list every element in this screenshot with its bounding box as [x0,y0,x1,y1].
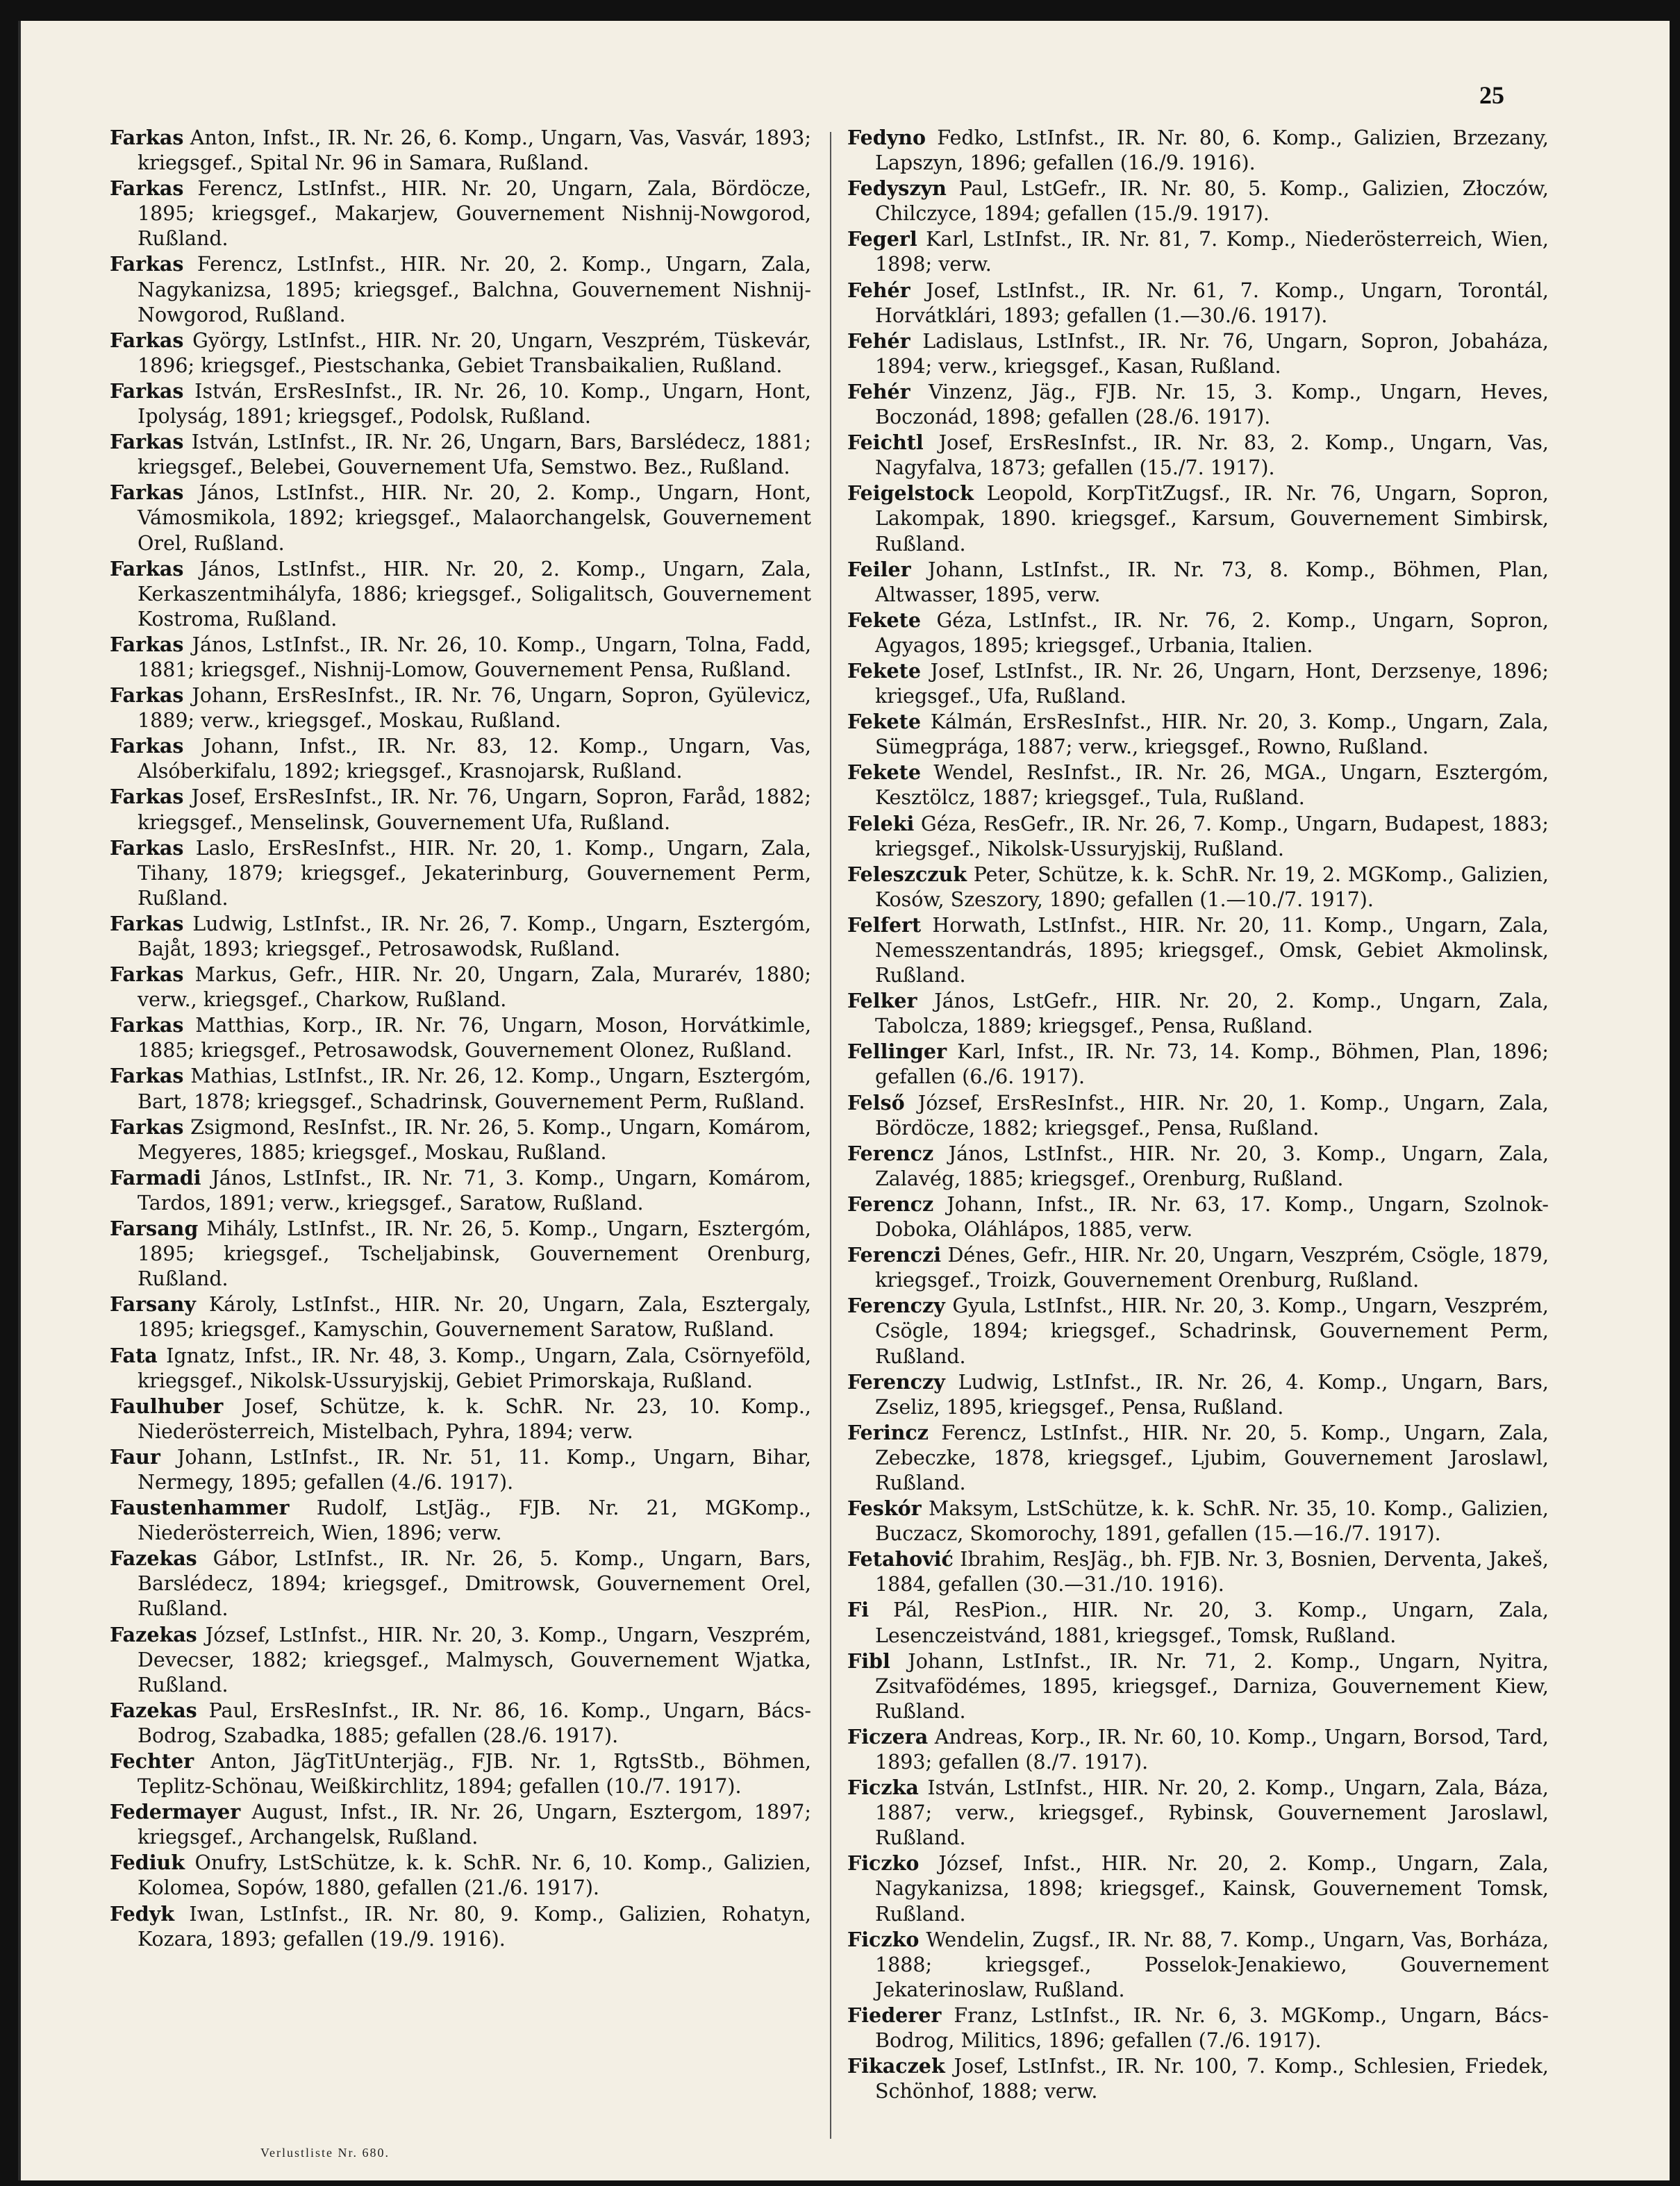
entry-surname: Fazekas [110,1622,197,1646]
entry-surname: Feiler [847,557,911,581]
list-entry [110,733,811,784]
entry-surname: Feichtl [847,431,924,455]
entry-details: Markus, Gefr., HIR. Nr. 20, Ungarn, Zala, Murarév, 1880; verw., kriegsgef., Charkow, Rußland. [138,963,811,1012]
entry-surname: Farkas [110,1064,184,1088]
entry-details: Iwan, LstInfst., IR. Nr. 80, 9. Komp., Galizien, Rohatyn, Kozara, 1893; gefallen (19./9. 1916). [138,1902,811,1951]
list-entry [847,1369,1549,1420]
entry-surname: Fazekas [110,1698,197,1722]
entry-surname: Fehér [847,278,910,302]
entry-surname: Ficzko [847,1927,920,1951]
entry-details: Anton, Infst., IR. Nr. 26, 6. Komp., Ungarn, Vas, Vasvár, 1893; kriegsgef., Spital Nr. 96 in Samara, Rußland. [138,126,811,175]
list-entry [110,1698,811,1749]
list-entry [847,1597,1549,1648]
entry-surname: Farkas [110,962,184,987]
entry-surname: Fi [847,1598,870,1622]
list-entry [847,1242,1549,1293]
entry-surname: Ferenczy [847,1294,945,1318]
entry-details: Josef, ErsResInfst., IR. Nr. 83, 2. Komp., Ungarn, Vas, Nagyfalva, 1873; gefallen (15./7. 1917). [875,431,1549,480]
entry-surname: Fellinger [847,1040,947,1064]
list-entry [847,557,1549,608]
entry-surname: Feskór [847,1496,922,1521]
entry-details: Maksym, LstSchütze, k. k. SchR. Nr. 35, 10. Komp., Galizien, Buczacz, Skomorochy, 1891, gefallen (15.—16./7. 1917). [875,1497,1549,1546]
entry-details: Ludwig, LstInfst., IR. Nr. 26, 4. Komp., Ungarn, Bars, Zseliz, 1895, kriegsgef., Pensa, Rußland. [875,1370,1549,1419]
entry-details: Géza, ResGefr., IR. Nr. 26, 7. Komp., Ungarn, Budapest, 1883; kriegsgef., Nikolsk-Ussuryjskij, Rußland. [875,812,1549,860]
list-entry [847,1496,1549,1546]
list-entry [110,1115,811,1165]
entry-surname: Fazekas [110,1546,197,1571]
list-entry [847,481,1549,556]
entry-surname: Faustenhammer [110,1496,290,1520]
entry-surname: Farkas [110,378,184,403]
entry-details: József, Infst., HIR. Nr. 20, 2. Komp., Ungarn, Zala, Nagykanizsa, 1898; kriegsgef., Kainsk, Gouvernement Tomsk, Rußland. [875,1852,1549,1926]
entry-surname: Farkas [110,176,184,201]
entry-surname: Fedyszyn [847,176,947,201]
entry-details: Johann, Infst., IR. Nr. 83, 12. Komp., Ungarn, Vas, Alsóberkifalu, 1892; kriegsgef., Krasnojarsk, Rußland. [138,735,811,783]
entry-details: Gábor, LstInfst., IR. Nr. 26, 5. Komp., Ungarn, Bars, Barslédecz, 1894; kriegsgef., Dmitrowsk, Gouvernement Orel, Rußland. [138,1547,811,1621]
list-entry [847,1293,1549,1369]
entry-details: Josef, LstInfst., IR. Nr. 100, 7. Komp., Schlesien, Friedek, Schönhof, 1888; verw. [875,2055,1549,2103]
entry-surname: Farkas [110,481,184,505]
entry-surname: Fekete [847,658,921,683]
entry-details: Mathias, LstInfst., IR. Nr. 26, 12. Komp., Ungarn, Esztergóm, Bart, 1878; kriegsgef., Schadrinsk, Gouvernement Perm, Rußland. [138,1065,811,1113]
entry-details: Johann, ErsResInfst., IR. Nr. 76, Ungarn, Sopron, Gyülevicz, 1889; verw., kriegsgef., Moskau, Rußland. [138,684,811,733]
list-entry [847,2003,1549,2053]
list-entry [110,1749,811,1799]
entry-details: Wendelin, Zugsf., IR. Nr. 88, 7. Komp., Ungarn, Vas, Borháza, 1888; kriegsgef., Posselok-Jenakiewo, Gouvernement Jekaterinoslaw, Rußland. [875,1928,1549,2001]
entry-details: Franz, LstInfst., IR. Nr. 6, 3. MGKomp., Ungarn, Bács-Bodrog, Militics, 1896; gefallen (7./6. 1917). [875,2003,1549,2053]
entry-details: Peter, Schütze, k. k. SchR. Nr. 19, 2. MGKomp., Galizien, Kosów, Szeszory, 1890; gefallen (1.—10./7. 1917). [875,862,1549,911]
entry-details: Horwath, LstInfst., HIR. Nr. 20, 11. Komp., Ungarn, Zala, Nemesszentandrás, 1895; kriegsgef., Omsk, Gebiet Akmolinsk, Rußland. [875,913,1549,987]
entry-surname: Ficzko [847,1851,920,1876]
list-entry [110,911,811,962]
entry-surname: Farkas [110,683,184,708]
list-entry [110,556,811,632]
list-entry [110,1012,811,1063]
document-page [18,21,1670,2180]
entry-details: János, LstInfst., HIR. Nr. 20, 2. Komp., Ungarn, Zala, Kerkaszentmihályfa, 1886; kriegsgef., Soligalitsch, Gouvernement Kostroma, Rußland. [138,557,811,631]
entry-details: Josef, Schütze, k. k. SchR. Nr. 23, 10. Komp., Niederösterreich, Mistelbach, Pyhra, 1894; verw. [138,1394,811,1443]
entry-details: Johann, LstInfst., IR. Nr. 73, 8. Komp., Böhmen, Plan, Altwasser, 1895, verw. [875,558,1549,606]
entry-details: István, LstInfst., IR. Nr. 26, Ungarn, Bars, Barslédecz, 1881; kriegsgef., Belebei, Gouvernement Ufa, Semstwo. Bez., Rußland. [138,431,811,479]
entry-details: János, LstGefr., HIR. Nr. 20, 2. Komp., Ungarn, Zala, Tabolcza, 1889; kriegsgef., Pensa, Rußland. [875,990,1549,1038]
list-entry [847,1546,1549,1597]
list-entry [110,1292,811,1342]
entry-details: György, LstInfst., HIR. Nr. 20, Ungarn, Veszprém, Tüskevár, 1896; kriegsgef., Piestschanka, Gebiet Transbaikalien, Rußland. [138,328,811,377]
entry-details: Mihály, LstInfst., IR. Nr. 26, 5. Komp., Ungarn, Esztergóm, 1895; kriegsgef., Tscheljabinsk, Gouvernement Orenburg, Rußland. [138,1217,811,1291]
entry-details: Johann, LstInfst., IR. Nr. 51, 11. Komp., Ungarn, Bihar, Nermegy, 1895; gefallen (4./6. 1917). [138,1445,811,1494]
list-entry [110,125,811,176]
list-entry [110,683,811,733]
entry-details: István, LstInfst., HIR. Nr. 20, 2. Komp., Ungarn, Zala, Báza, 1887; verw., kriegsgef., Rybinsk, Gouvernement Jaroslawl, Rußland. [875,1776,1549,1850]
entry-surname: Fikaczek [847,2054,945,2078]
entry-surname: Fekete [847,760,921,785]
entry-details: Josef, LstInfst., IR. Nr. 26, Ungarn, Hont, Derzsenye, 1896; kriegsgef., Ufa, Rußland. [875,659,1549,708]
entry-surname: Farkas [110,734,184,758]
entry-surname: Fetahović [847,1547,954,1571]
entry-surname: Fedyk [110,1901,175,1926]
list-entry [847,1927,1549,2003]
list-entry [847,1141,1549,1192]
entry-surname: Faulhuber [110,1394,224,1418]
entry-details: Laslo, ErsResInfst., HIR. Nr. 20, 1. Komp., Ungarn, Zala, Tihany, 1879; kriegsgef., Jekaterinburg, Gouvernement Perm, Rußland. [138,836,811,910]
entry-surname: Farkas [110,556,184,581]
list-entry [847,862,1549,912]
list-entry [110,1343,811,1394]
entry-details: János, LstInfst., HIR. Nr. 20, 3. Komp., Ungarn, Zala, Zalavég, 1885; kriegsgef., Orenburg, Rußland. [875,1142,1549,1190]
list-entry [847,1039,1549,1090]
entry-details: Matthias, Korp., IR. Nr. 76, Ungarn, Moson, Horvátkimle, 1885; kriegsgef., Petrosawodsk, Gouvernement Olonez, Rußland. [138,1014,811,1062]
list-entry [847,811,1549,862]
list-entry [847,2053,1549,2104]
entry-details: Ignatz, Infst., IR. Nr. 48, 3. Komp., Ungarn, Zala, Csörnyeföld, kriegsgef., Nikolsk-Ussuryjskij, Gebiet Primorskaja, Rußland. [138,1344,811,1392]
list-entry [847,608,1549,658]
right-column [847,125,1549,2104]
list-entry [110,1394,811,1444]
list-entry [110,632,811,683]
entry-details: Kálmán, ErsResInfst., HIR. Nr. 20, 3. Komp., Ungarn, Zala, Sümegprága, 1887; verw., kriegsgef., Rowno, Rußland. [875,710,1549,759]
list-entry [110,962,811,1012]
entry-surname: Faur [110,1444,160,1469]
list-entry [110,328,811,378]
list-entry [847,430,1549,481]
list-entry [847,658,1549,709]
entry-details: Josef, ErsResInfst., IR. Nr. 76, Ungarn, Sopron, Faråd, 1882; kriegsgef., Menselinsk, Gouvernement Ufa, Rußland. [138,785,811,834]
list-entry [847,1724,1549,1775]
entry-surname: Ferenczy [847,1369,945,1394]
left-column [110,125,811,1952]
entry-surname: Ferincz [847,1420,929,1444]
page-footer: Verlustliste Nr. 680. [260,2146,390,2160]
entry-details: Paul, ErsResInfst., IR. Nr. 86, 16. Komp., Ungarn, Bács-Bodrog, Szabadka, 1885; gefallen (28./6. 1917). [138,1699,811,1747]
entry-details: József, LstInfst., HIR. Nr. 20, 3. Komp., Ungarn, Veszprém, Devecser, 1882; kriegsgef., Malmysch, Gouvernement Wjatka, Rußland. [138,1623,811,1696]
entry-details: Paul, LstGefr., IR. Nr. 80, 5. Komp., Galizien, Złoczów, Chilczyce, 1894; gefallen (15./9. 1917). [875,177,1549,226]
list-entry [847,709,1549,760]
list-entry [847,328,1549,379]
entry-surname: Fata [110,1343,158,1367]
list-entry [110,1063,811,1114]
entry-details: János, LstInfst., HIR. Nr. 20, 2. Komp., Ungarn, Hont, Vámosmikola, 1892; kriegsgef., Malaorchangelsk, Gouvernement Orel, Rußland. [138,481,811,555]
list-entry [847,1090,1549,1141]
entry-details: Ferencz, LstInfst., HIR. Nr. 20, 2. Komp., Ungarn, Zala, Nagykanizsa, 1895; kriegsgef., Balchna, Gouvernement Nishnij-Nowgorod, Rußland. [138,253,811,326]
entry-surname: Farsany [110,1292,196,1317]
entry-surname: Farkas [110,1013,184,1037]
list-entry [110,480,811,556]
list-entry [110,378,811,429]
entry-details: Wendel, ResInfst., IR. Nr. 26, MGA., Ungarn, Esztergóm, Kesztölcz, 1887; kriegsgef., Tula, Rußland. [875,761,1549,810]
entry-details: Onufry, LstSchütze, k. k. SchR. Nr. 6, 10. Komp., Galizien, Kolomea, Sopów, 1880, gefallen (21./6. 1917). [138,1851,811,1900]
entry-surname: Farkas [110,252,184,276]
list-entry [847,226,1549,277]
list-entry [110,251,811,327]
entry-details: Ferencz, LstInfst., HIR. Nr. 20, 5. Komp., Ungarn, Zala, Zebeczke, 1878, kriegsgef., Ljubim, Gouvernement Jaroslawl, Rußland. [875,1421,1549,1494]
entry-details: Pál, ResPion., HIR. Nr. 20, 3. Komp., Ungarn, Zala, Lesenczeistvánd, 1881, kriegsgef., Tomsk, Rußland. [869,1599,1549,1647]
entry-details: Karl, LstInfst., IR. Nr. 81, 7. Komp., Niederösterreich, Wien, 1898; verw. [875,228,1549,276]
entry-surname: Fechter [110,1749,194,1773]
entry-details: Leopold, KorpTitZugsf., IR. Nr. 76, Ungarn, Sopron, Lakompak, 1890. kriegsgef., Karsum, Gouvernement Simbirsk, Rußland. [875,482,1549,556]
entry-details: János, LstInfst., IR. Nr. 26, 10. Komp., Ungarn, Tolna, Fadd, 1881; kriegsgef., Nishnij-Lomow, Gouvernement Pensa, Rußland. [138,633,811,681]
entry-details: Vinzenz, Jäg., FJB. Nr. 15, 3. Komp., Ungarn, Heves, Boczonád, 1898; gefallen (28./6. 1917). [875,380,1549,429]
entry-details: Karl, Infst., IR. Nr. 73, 14. Komp., Böhmen, Plan, 1896; gefallen (6./6. 1917). [875,1040,1549,1089]
entry-surname: Fiederer [847,2003,942,2027]
entry-surname: Felső [847,1090,905,1115]
entry-details: Johann, LstInfst., IR. Nr. 71, 2. Komp., Ungarn, Nyitra, Zsitvafödémes, 1895, kriegsgef., Darniza, Gouvernement Kiew, Rußland. [875,1649,1549,1723]
entry-surname: Ficzka [847,1776,919,1800]
list-entry [110,1799,811,1850]
entry-surname: Fekete [847,710,921,734]
entry-surname: Farmadi [110,1165,201,1190]
list-entry [110,1165,811,1216]
list-entry [110,429,811,480]
entry-surname: Fedyno [847,126,926,149]
entry-surname: Feleszczuk [847,862,967,886]
entry-surname: Fekete [847,608,921,632]
entry-details: Johann, Infst., IR. Nr. 63, 17. Komp., Ungarn, Szolnok-Doboka, Oláhlápos, 1885, verw. [875,1192,1549,1242]
list-entry [110,784,811,835]
page-number: 25 [1479,81,1504,109]
entry-surname: Federmayer [110,1800,241,1824]
entry-details: Dénes, Gefr., HIR. Nr. 20, Ungarn, Veszprém, Csögle, 1879, kriegsgef., Troizk, Gouvernement Orenburg, Rußland. [875,1244,1549,1292]
entry-details: Géza, LstInfst., IR. Nr. 76, 2. Komp., Ungarn, Sopron, Agyagos, 1895; kriegsgef., Urbania, Italien. [875,608,1549,657]
entry-surname: Fehér [847,328,910,353]
list-entry [110,1444,811,1495]
entry-surname: Ferencz [847,1192,934,1216]
entry-surname: Fibl [847,1649,890,1673]
list-entry [847,912,1549,988]
entry-surname: Farkas [110,835,184,860]
list-entry [110,1546,811,1621]
entry-surname: Fediuk [110,1851,185,1875]
list-entry [110,835,811,911]
list-entry [110,176,811,251]
entry-surname: Felker [847,989,917,1013]
entry-surname: Farkas [110,632,184,656]
list-entry [110,1850,811,1901]
entry-details: August, Infst., IR. Nr. 26, Ungarn, Esztergom, 1897; kriegsgef., Archangelsk, Rußland. [138,1801,811,1849]
list-entry [847,1420,1549,1496]
entry-details: Ludwig, LstInfst., IR. Nr. 26, 7. Komp., Ungarn, Esztergóm, Bajåt, 1893; kriegsgef., Petrosawodsk, Rußland. [138,912,811,960]
entry-surname: Feleki [847,811,915,835]
entry-surname: Farsang [110,1217,199,1241]
list-entry [847,379,1549,430]
list-entry [847,1192,1549,1242]
list-entry [847,176,1549,226]
list-entry [110,1216,811,1292]
entry-surname: Farkas [110,430,184,454]
entry-details: István, ErsResInfst., IR. Nr. 26, 10. Komp., Ungarn, Hont, Ipolyság, 1891; kriegsgef., Podolsk, Rußland. [138,379,811,428]
entry-surname: Farkas [110,126,184,149]
entry-surname: Feigelstock [847,481,974,506]
entry-surname: Ferenczi [847,1243,942,1267]
entry-surname: Ficzera [847,1724,929,1749]
list-entry [847,988,1549,1039]
entry-surname: Ferencz [847,1141,934,1165]
entry-details: Ladislaus, LstInfst., IR. Nr. 76, Ungarn, Sopron, Jobaháza, 1894; verw., kriegsgef., Kasan, Rußland. [875,329,1549,378]
entry-details: Károly, LstInfst., HIR. Nr. 20, Ungarn, Zala, Esztergaly, 1895; kriegsgef., Kamyschin, Gouvernement Saratow, Rußland. [138,1293,811,1342]
list-entry [110,1901,811,1952]
entry-details: Fedko, LstInfst., IR. Nr. 80, 6. Komp., Galizien, Brzezany, Lapszyn, 1896; gefallen (16./9. 1916). [875,126,1549,175]
entry-details: Gyula, LstInfst., HIR. Nr. 20, 3. Komp., Ungarn, Veszprém, Csögle, 1894; kriegsgef., Schadrinsk, Gouvernement Perm, Rußland. [875,1294,1549,1368]
entry-details: József, ErsResInfst., HIR. Nr. 20, 1. Komp., Ungarn, Zala, Bördöcze, 1882; kriegsgef., Pensa, Rußland. [875,1091,1549,1140]
list-entry [847,278,1549,328]
entry-details: Andreas, Korp., IR. Nr. 60, 10. Komp., Ungarn, Borsod, Tard, 1893; gefallen (8./7. 1917). [875,1725,1549,1774]
entry-surname: Fegerl [847,227,917,251]
list-entry [847,1851,1549,1926]
entry-surname: Fehér [847,379,910,403]
entry-surname: Farkas [110,1115,184,1139]
entry-surname: Farkas [110,785,184,809]
entry-surname: Farkas [110,328,184,352]
entry-details: Ferencz, LstInfst., HIR. Nr. 20, Ungarn, Zala, Bördöcze, 1895; kriegsgef., Makarjew, Gouvernement Nishnij-Nowgorod, Rußland. [138,177,811,251]
entry-surname: Felfert [847,912,922,937]
entry-details: Rudolf, LstJäg., FJB. Nr. 21, MGKomp., Niederösterreich, Wien, 1896; verw. [138,1496,811,1545]
entry-details: Zsigmond, ResInfst., IR. Nr. 26, 5. Komp., Ungarn, Komárom, Megyeres, 1885; kriegsgef., Moskau, Rußland. [138,1115,811,1164]
entry-details: Josef, LstInfst., IR. Nr. 61, 7. Komp., Ungarn, Torontál, Horvátklári, 1893; gefallen (1.—30./6. 1917). [875,278,1549,327]
list-entry [847,760,1549,810]
entry-details: Anton, JägTitUnterjäg., FJB. Nr. 1, RgtsStb., Böhmen, Teplitz-Schönau, Weißkirchlitz, 1894; gefallen (10./7. 1917). [138,1750,811,1799]
entry-details: Ibrahim, ResJäg., bh. FJB. Nr. 3, Bosnien, Derventa, Jakeš, 1884, gefallen (30.—31./10. 1916). [875,1548,1549,1596]
list-entry [847,1775,1549,1851]
list-entry [847,1649,1549,1724]
entry-surname: Farkas [110,911,184,935]
list-entry [110,1622,811,1698]
list-entry [110,1495,811,1546]
column-divider [830,132,831,2139]
entry-details: János, LstInfst., IR. Nr. 71, 3. Komp., Ungarn, Komárom, Tardos, 1891; verw., kriegsgef., Saratow, Rußland. [138,1166,811,1215]
list-entry [847,125,1549,176]
